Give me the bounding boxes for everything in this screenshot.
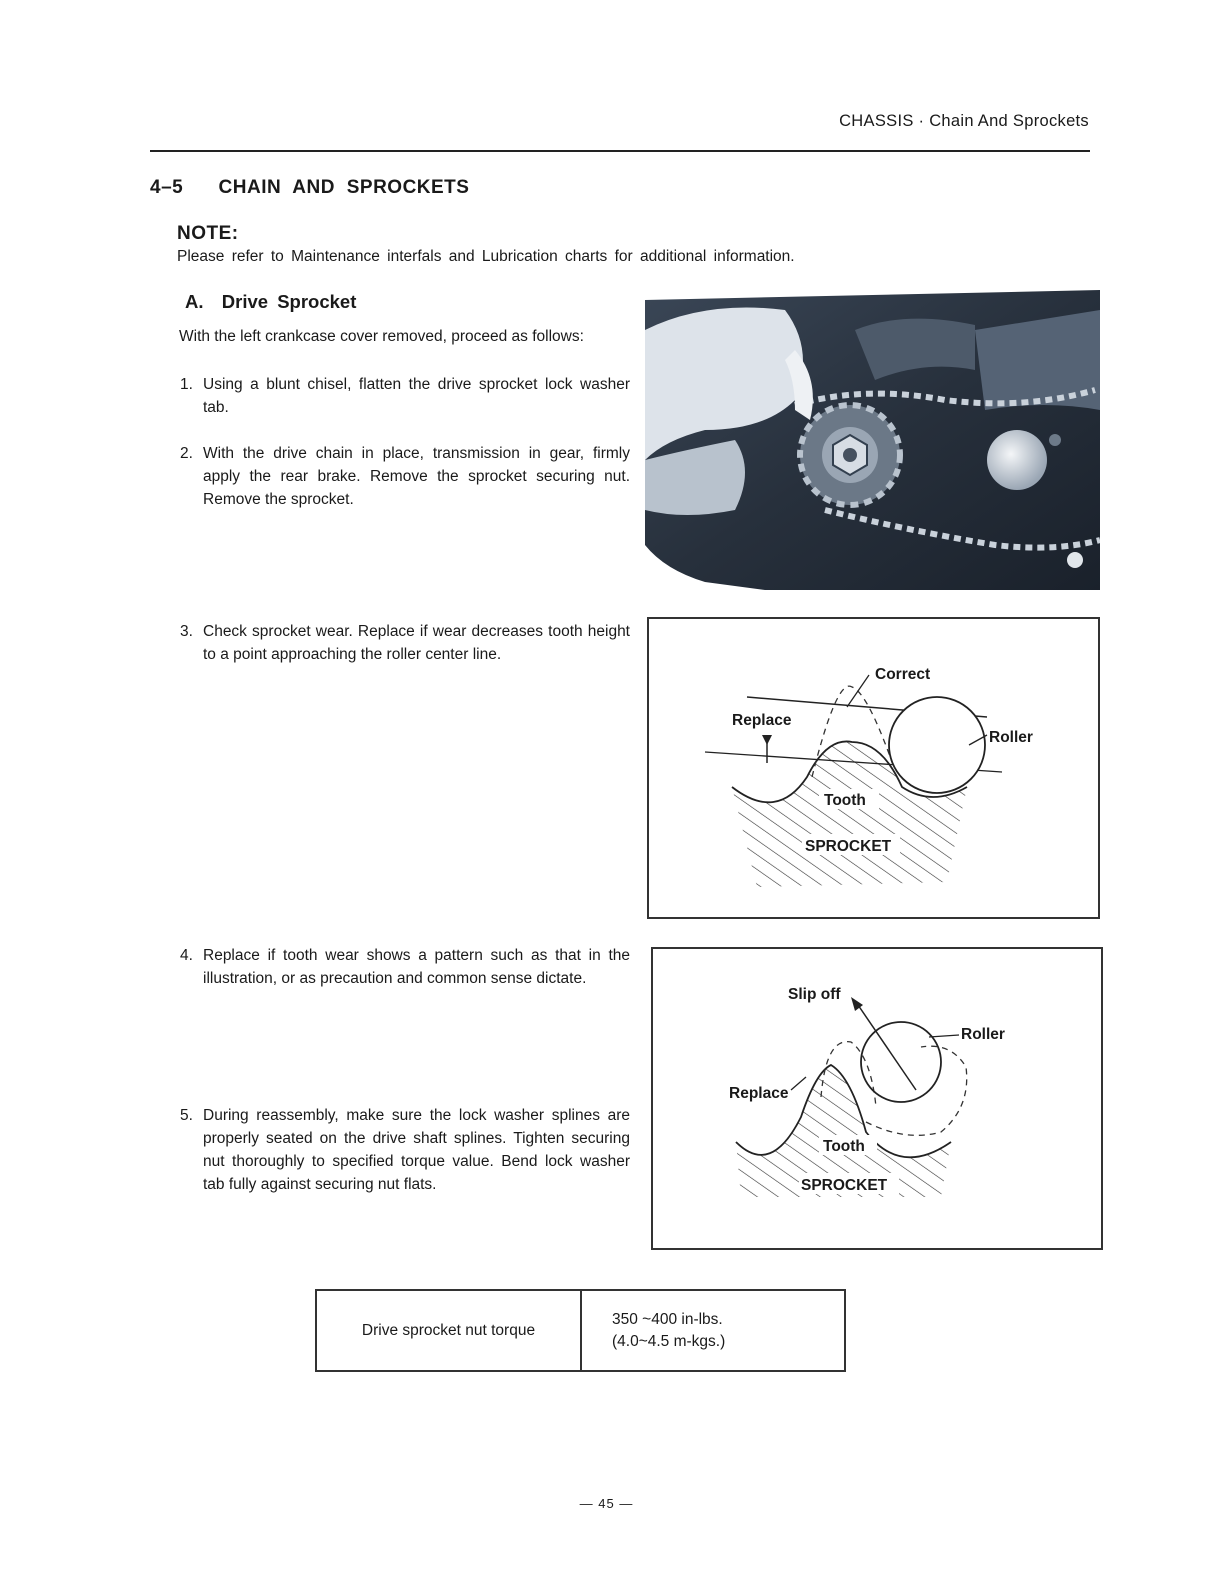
note-text: Please refer to Maintenance interfals and Lubrication charts for additional information. [177, 248, 795, 265]
step-text: Using a blunt chisel, flatten the drive sprocket lock washer tab. [203, 376, 630, 416]
step-4 [180, 944, 630, 990]
label-correct: Correct [875, 666, 931, 683]
label-roller: Roller [961, 1026, 1005, 1043]
label-sprocket: SPROCKET [801, 1177, 888, 1194]
label-tooth: Tooth [824, 792, 866, 809]
torque-value-cell [582, 1291, 844, 1370]
sprocket-wear-diagram-1 [647, 617, 1100, 919]
torque-spec-table [315, 1289, 846, 1372]
torque-label: Drive sprocket nut torque [317, 1291, 582, 1370]
step-2 [180, 442, 630, 511]
step-number: 4. [180, 947, 193, 964]
step-number: 1. [180, 376, 193, 393]
running-header: CHASSIS · Chain And Sprockets [839, 112, 1089, 130]
label-sprocket: SPROCKET [805, 838, 892, 855]
note-label: NOTE: [177, 223, 239, 244]
step-5 [180, 1104, 630, 1196]
torque-value-metric: (4.0~4.5 m-kgs.) [612, 1332, 726, 1350]
label-tooth: Tooth [823, 1138, 865, 1155]
torque-value-imperial: 350 ~400 in-lbs. [612, 1310, 723, 1328]
step-text: Replace if tooth wear shows a pattern such as that in the illustration, or as precaution and common sense dictate. [203, 947, 630, 987]
step-text: Check sprocket wear. Replace if wear decreases tooth height to a point approaching the roller center line. [203, 623, 630, 663]
subsection-intro: With the left crankcase cover removed, proceed as follows: [179, 328, 584, 345]
drive-sprocket-photo [645, 290, 1100, 590]
label-slip-off: Slip off [788, 986, 841, 1003]
label-replace: Replace [729, 1085, 789, 1102]
section-title: 4–5 CHAIN AND SPROCKETS [150, 177, 470, 198]
step-number: 3. [180, 623, 193, 640]
header-rule [150, 150, 1090, 152]
step-text: During reassembly, make sure the lock washer splines are properly seated on the drive shaft splines. Tighten securing nut thoroughly to specified torque value. Bend lock washer tab fully against securing nut flats. [203, 1107, 630, 1193]
label-roller: Roller [989, 729, 1033, 746]
label-replace: Replace [732, 712, 792, 729]
step-1 [180, 373, 630, 419]
subsection-title: A. Drive Sprocket [185, 291, 357, 312]
step-number: 2. [180, 445, 193, 462]
page-number: — 45 — [579, 1496, 634, 1511]
step-text: With the drive chain in place, transmission in gear, firmly apply the rear brake. Remove the sprocket securing nut. Remove the sprocket. [203, 445, 630, 508]
step-number: 5. [180, 1107, 193, 1124]
step-3 [180, 620, 630, 666]
sprocket-wear-diagram-2 [651, 947, 1103, 1250]
